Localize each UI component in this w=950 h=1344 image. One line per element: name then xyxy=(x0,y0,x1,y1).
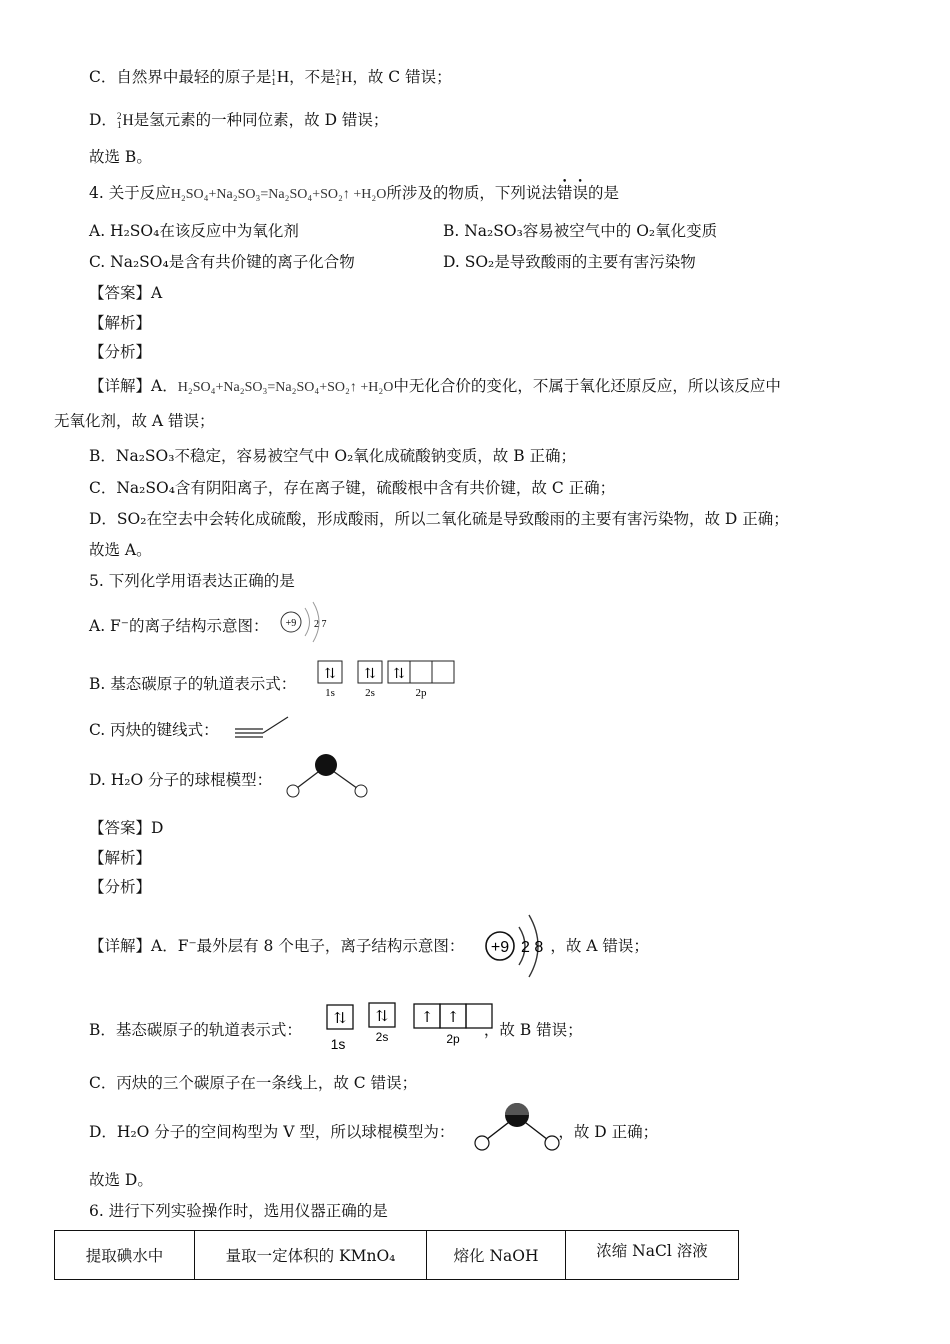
svg-text:⇅: ⇅ xyxy=(375,1007,389,1025)
q5-fenxi-heading: 【分析】 xyxy=(89,878,152,896)
svg-text:⇅: ⇅ xyxy=(393,666,405,682)
text: ，不是 xyxy=(289,68,336,86)
carbon-orbital-diagram xyxy=(317,660,457,700)
q6-options-table xyxy=(54,1230,739,1280)
table-cell: 浓缩 NaCl 溶液 xyxy=(566,1231,739,1280)
q5-detail-a: 【详解】A．F⁻最外层有 8 个电子，离子结构示意图： ，故 A 错误； xyxy=(89,937,649,955)
q5-stem: 5. 下列化学用语表达正确的是 xyxy=(89,572,295,590)
svg-text:↑: ↑ xyxy=(420,1008,434,1026)
propyne-skeletal-formula xyxy=(233,713,293,739)
svg-text:+9: +9 xyxy=(285,618,297,629)
water-ball-stick-model xyxy=(284,752,374,802)
q4-option-a: A. H₂SO₄在该反应中为氧化剂 xyxy=(89,222,299,240)
q5-conclusion: 故选 D。 xyxy=(89,1171,153,1189)
q4-answer: 【答案】A xyxy=(89,284,163,302)
svg-text:2s: 2s xyxy=(365,687,375,699)
q4-detail-d: D．SO₂在空去中会转化成硫酸，形成酸雨，所以二氧化硫是导致酸雨的主要有害污染物，故 D 正确； xyxy=(89,510,789,528)
isotope-h1: 1 1 H xyxy=(271,67,290,88)
q5-option-b: B. 基态碳原子的轨道表示式： xyxy=(89,675,297,693)
q4-detail-a: 【详解】A．H₂SO₄+Na₂SO₃=Na₂SO₄+SO₂↑ +H₂O中无化合价的变化，不属于氧化还原反应，所以该反应中 xyxy=(89,377,781,395)
table-row xyxy=(55,1231,739,1280)
svg-text:⇅: ⇅ xyxy=(324,666,336,682)
table-cell: 熔化 NaOH xyxy=(427,1231,566,1280)
isotope-h2: 2 1 H xyxy=(116,111,134,131)
q4-detail-a-cont: 无氧化剂，故 A 错误； xyxy=(54,412,215,430)
svg-text:2s: 2s xyxy=(375,1030,389,1044)
svg-text:⇅: ⇅ xyxy=(333,1009,347,1027)
q5-option-d: D. H₂O 分子的球棍模型： xyxy=(89,771,273,789)
svg-text:2p: 2p xyxy=(415,687,427,699)
svg-text:2p: 2p xyxy=(446,1032,460,1046)
carbon-orbital-diagram-corrected xyxy=(326,1003,501,1053)
q3-option-d-explanation: D． 2 1 H是氢元素的一种同位素，故 D 错误； xyxy=(89,111,389,131)
q4-detail-c: C．Na₂SO₄含有阴阳离子，存在离子键，硫酸根中含有共价键，故 C 正确； xyxy=(89,479,616,497)
q4-conclusion: 故选 A。 xyxy=(89,541,152,559)
table-cell: 提取碘水中 xyxy=(55,1231,195,1280)
svg-text:+9: +9 xyxy=(490,939,510,956)
isotope-h2: 2 1 H xyxy=(335,68,353,88)
svg-text:2 8: 2 8 xyxy=(521,939,544,956)
q4-option-c: C. Na₂SO₄是含有共价键的离子化合物 xyxy=(89,253,355,271)
water-ball-stick-model-corrected xyxy=(470,1101,570,1157)
q6-stem: 6. 进行下列实验操作时，选用仪器正确的是 xyxy=(89,1202,388,1220)
f-ion-structure-diagram-corrected xyxy=(483,905,553,985)
q3-option-c-explanation xyxy=(89,67,452,88)
text: C．自然界中最轻的原子是 xyxy=(89,68,272,86)
text: ，故 C 错误； xyxy=(352,68,452,86)
q5-option-a: A. F⁻的离子结构示意图： xyxy=(89,617,269,635)
q4-fenxi-heading: 【分析】 xyxy=(89,343,152,361)
q5-option-c: C. 丙炔的键线式： xyxy=(89,721,219,739)
q4-analysis-heading: 【解析】 xyxy=(89,314,152,332)
q4-stem: 4. 关于反应H₂SO₄+Na₂SO₃=Na₂SO₄+SO₂↑ +H₂O所涉及的物质，下列说法错误的是 xyxy=(89,184,619,202)
svg-text:1s: 1s xyxy=(330,1036,346,1052)
q5-answer: 【答案】D xyxy=(89,819,164,837)
q4-detail-b: B．Na₂SO₃不稳定，容易被空气中 O₂氧化成硫酸钠变质，故 B 正确； xyxy=(89,447,577,465)
q5-detail-c: C．丙炔的三个碳原子在一条线上，故 C 错误； xyxy=(89,1074,418,1092)
svg-text:1s: 1s xyxy=(325,687,335,699)
f-ion-structure-diagram xyxy=(278,600,328,646)
q5-detail-d: D．H₂O 分子的空间构型为 V 型，所以球棍模型为： ，故 D 正确； xyxy=(89,1123,659,1141)
q4-option-b: B. Na₂SO₃容易被空气中的 O₂氧化变质 xyxy=(443,222,718,240)
q5-detail-b: B．基态碳原子的轨道表示式： ，故 B 错误； xyxy=(89,1021,583,1039)
q5-analysis-heading: 【解析】 xyxy=(89,849,152,867)
svg-text:2 7: 2 7 xyxy=(314,619,327,630)
svg-text:⇅: ⇅ xyxy=(364,666,376,682)
svg-text:↑: ↑ xyxy=(446,1008,460,1026)
table-cell: 量取一定体积的 KMnO₄ xyxy=(195,1231,427,1280)
q4-option-d: D. SO₂是导致酸雨的主要有害污染物 xyxy=(443,253,696,271)
q3-conclusion: 故选 B。 xyxy=(89,148,152,166)
